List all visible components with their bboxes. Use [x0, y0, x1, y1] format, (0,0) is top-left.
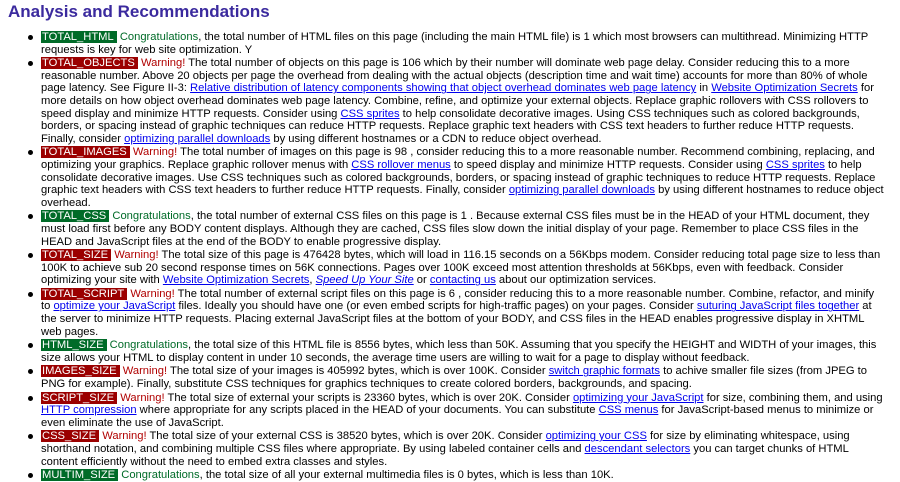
reference-link[interactable]: Speed Up Your Site: [315, 274, 414, 287]
recommendation-item: [41, 469, 900, 482]
metric-tag: TOTAL_CSS: [41, 210, 109, 222]
recommendation-text: , the total number of external CSS files on this page is 1 . Because external CSS files must be in the HEAD of your HTML document, they must load first before any BODY content displays. Although they are cached, CSS files slow down the initial display of your page. Remember to place CSS files in the HEAD and JavaScript files at the end of the BODY to enable progressive display.: [41, 210, 870, 248]
recommendation-text: at the server to minimize HTTP requests. Placing external JavaScript files at the bottom of your BODY, and CSS files in the HEAD enables progressive display in XHTML web pages.: [41, 300, 872, 338]
reference-link[interactable]: Website Optimization Secrets: [162, 274, 310, 287]
status-label: Warning!: [114, 249, 159, 262]
recommendation-item: [41, 430, 900, 468]
recommendation-text: you can target chunks of HTML content efficiently without the need to embed extra classes and styles.: [41, 443, 849, 468]
metric-tag: SCRIPT_SIZE: [41, 392, 117, 404]
recommendation-text: files. Ideally you should have one (or even embed scripts for high-traffic pages) on your pages. Consider: [175, 300, 697, 313]
metric-tag: IMAGES_SIZE: [41, 365, 120, 377]
metric-tag: TOTAL_SIZE: [41, 249, 111, 261]
status-label: Warning!: [140, 57, 186, 70]
status-label: Warning!: [130, 287, 175, 300]
recommendation-text: or: [413, 274, 430, 287]
reference-link[interactable]: optimizing parallel downloads: [124, 132, 271, 145]
recommendation-text: to achive smaller file sizes (from JPEG to PNG for example). Finally, substitute CSS techniques for graphics techniques to create colored borders, backgrounds, and spacing.: [41, 365, 868, 391]
metric-tag: TOTAL_HTML: [41, 31, 117, 43]
status-label: Congratulations: [112, 210, 191, 223]
reference-link[interactable]: optimize your JavaScript: [53, 300, 176, 313]
recommendation-item: [41, 249, 900, 287]
recommendation-text: in: [696, 82, 712, 95]
metric-tag: MULTIM_SIZE: [41, 469, 118, 481]
recommendation-text: , the total size of all your external multimedia files is 0 bytes, which is less than 10K.: [199, 469, 614, 482]
recommendation-item: [41, 31, 900, 56]
status-label: Warning!: [120, 391, 165, 404]
status-label: Congratulations: [121, 469, 200, 482]
reference-link[interactable]: CSS sprites: [765, 158, 825, 171]
recommendation-text: about our optimization services.: [495, 274, 657, 287]
recommendation-text: by using different hostnames or a CDN to reduce object overhead.: [270, 132, 602, 145]
recommendation-item: [41, 288, 900, 338]
status-label: Congratulations: [109, 339, 189, 352]
recommendation-text: ,: [309, 274, 316, 287]
recommendation-text: The total number of external script files on this page is 6 , consider reducing this to a more reasonable number. Combine, refactor, and minify to: [41, 287, 875, 313]
recommendation-text: The total size of this page is 476428 bytes, which will load in 116.15 seconds on a 56Kbps modem. Consider reducing total page size to less than 100K to achieve sub 20 second response times on 56K connections. Pages over 100K exceed most attention thresholds at 56Kbps, even with feedback. Consider optimizing your site with: [41, 249, 881, 287]
recommendation-text: The total number of images on this page is 98 , consider reducing this to a more reasonable number. Recommend combining, replacing, and optimizing your graphics. Replace graphic rollover menus with: [41, 146, 875, 171]
reference-link[interactable]: CSS sprites: [340, 107, 400, 120]
recommendation-item: [41, 339, 900, 364]
recommendation-item: [41, 365, 900, 390]
recommendation-item: [41, 146, 900, 209]
reference-link[interactable]: HTTP compression: [41, 404, 137, 417]
recommendation-text: to help consolidate decorative images. Using CSS techniques such as colored backgrounds, borders, or spacing instead of graphic techniques can reduce HTTP requests. Replace graphic text headers with CSS text headers to further reduce HTTP requests. Finally, consider: [41, 107, 860, 145]
recommendation-item: [41, 57, 900, 145]
reference-link[interactable]: suturing JavaScript files together: [696, 300, 860, 313]
page-title: Analysis and Recommendations: [8, 2, 270, 21]
recommendation-text: The total size of your images is 405992 bytes, which is over 100K. Consider: [167, 365, 549, 378]
recommendations-list: [8, 31, 900, 482]
reference-link[interactable]: optimizing parallel downloads: [508, 184, 655, 197]
metric-tag: TOTAL_OBJECTS: [41, 57, 138, 69]
reference-link[interactable]: Relative distribution of latency components showing that object overhead dominates web page latency: [190, 82, 697, 95]
reference-link[interactable]: optimizing your JavaScript: [572, 391, 704, 404]
reference-link[interactable]: Website Optimization Secrets: [711, 82, 858, 95]
reference-link[interactable]: switch graphic formats: [548, 365, 660, 378]
reference-link[interactable]: CSS menus: [598, 404, 659, 417]
recommendation-text: for JavaScript-based menus to minimize or even eliminate the use of JavaScript.: [41, 404, 874, 429]
recommendation-text: The total size of external your scripts is 23360 bytes, which is over 20K. Consider: [164, 391, 573, 404]
metric-tag: TOTAL_IMAGES: [41, 146, 130, 158]
recommendation-text: The total size of your external CSS is 38520 bytes, which is over 20K. Consider: [146, 430, 546, 443]
recommendation-text: by using different hostnames to reduce object overhead.: [41, 184, 884, 209]
status-label: Warning!: [102, 430, 147, 443]
reference-link[interactable]: descendant selectors: [584, 443, 691, 455]
metric-tag: CSS_SIZE: [41, 430, 99, 442]
status-label: Warning!: [132, 146, 178, 159]
reference-link[interactable]: optimizing your CSS: [545, 430, 647, 443]
reference-link[interactable]: CSS rollover menus: [351, 158, 451, 171]
recommendation-text: to speed display and minimize HTTP requests. Consider using: [450, 158, 766, 171]
reference-link[interactable]: contacting us: [429, 274, 496, 287]
metric-tag: TOTAL_SCRIPT: [41, 288, 127, 300]
metric-tag: HTML_SIZE: [41, 339, 107, 351]
recommendation-text: , the total size of this HTML file is 8556 bytes, which less than 50K. Assuming that you specify the HEIGHT and WIDTH of your images, this size allows your HTML to display content in under 10 seconds, the average time users are willing to wait for a page to display without feedback.: [41, 339, 877, 364]
status-label: Warning!: [122, 365, 168, 378]
recommendation-text: , the total number of HTML files on this page (including the main HTML file) is 1 which most browsers can multithread. Minimizing HTTP requests is key for web site optimization. Y: [41, 31, 869, 56]
recommendation-text: The total number of objects on this page is 106 which by their number will dominate web page delay. Consider reducing this to a more reasonable number. Above 20 objects per page the overhead from dealing with the actual objects (description time and wait time) accounts for more than 80% of whole page latency. See Figure II-3:: [41, 57, 868, 95]
recommendation-text: where appropriate for any scripts placed in the HEAD of your documents. You can substitute: [136, 404, 599, 417]
recommendation-text: for size, combining them, and using: [703, 391, 883, 404]
status-label: Congratulations: [119, 31, 199, 43]
recommendation-item: [41, 210, 900, 248]
recommendation-text: to help consolidate decorative images. Use CSS techniques such as colored backgrounds, borders, or spacing instead of graphic techniques to reduce HTTP requests. Replace graphic text headers with CSS text headers to further reduce HTTP requests. Finally, consider: [41, 158, 876, 197]
recommendation-text: for more details on how object overhead dominates web page latency. Combine, refine, and optimize your external objects. Replace graphic rollovers with CSS rollovers to speed display and minimize HTTP requests. Consider using: [41, 82, 874, 120]
recommendation-text: for size by eliminating whitespace, using shorthand notation, and combining multiple CSS files where appropriate. By using labeled container cells and: [41, 430, 850, 455]
